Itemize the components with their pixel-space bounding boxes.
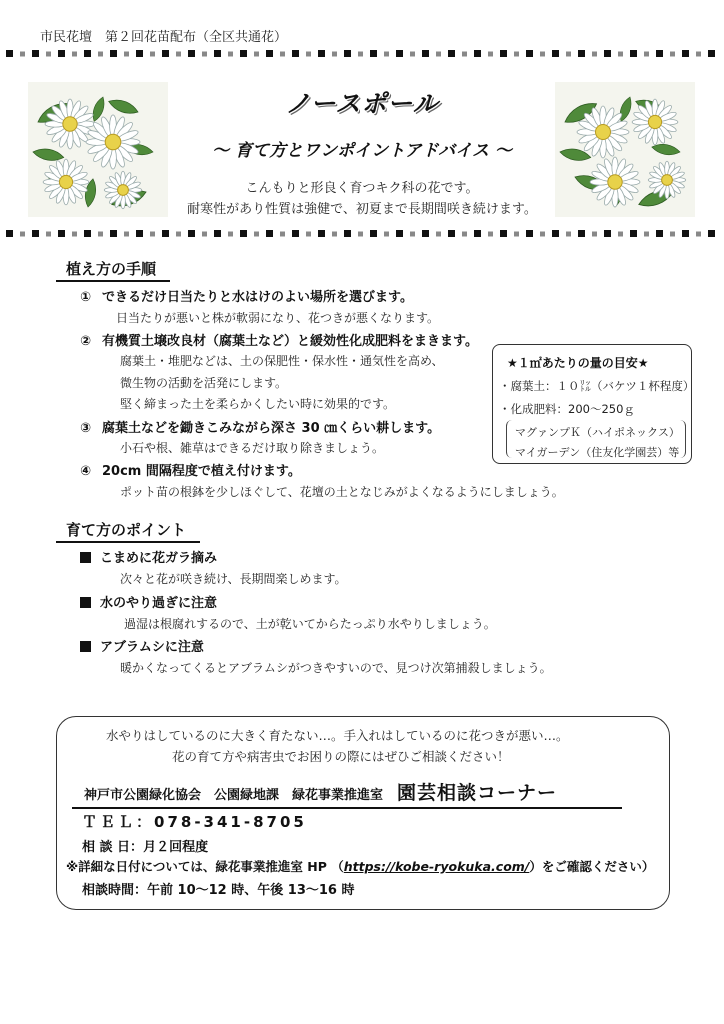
square-bullet-icon [80, 641, 91, 652]
planting-step-2 [80, 330, 478, 349]
brand-name: マイガーデン（住友化学園芸）等 [515, 446, 680, 459]
tel-label: ＴＥＬ： [82, 813, 155, 831]
organization-name: 神戸市公園緑化協会 公園緑地課 緑花事業推進室 [84, 788, 384, 803]
detail-line [66, 857, 654, 875]
page-subtitle: ～ 育て方とワンポイントアドバイス ～ [212, 141, 512, 161]
consult-line-1: 水やりはしているのに大きく育たない…。手入れはしているのに花つきが悪い…。 [106, 728, 569, 743]
planting-step-3 [80, 417, 440, 436]
guide-line: ・腐葉土：１０㍑（バケツ１杯程度） [499, 379, 695, 393]
point-title: 水のやり過ぎに注意 [100, 596, 218, 611]
detail-prefix: ※詳細な日付については、緑花事業推進室 HP （ [66, 859, 344, 874]
consult-line-2: 花の育て方や病害虫でお困りの際にはぜひご相談ください！ [172, 749, 510, 764]
step-number: ③ [80, 421, 92, 436]
step-number: ① [80, 290, 92, 305]
point-note: 暖かくなってくるとアブラムシがつきやすいので、見つけ次第捕殺しましょう。 [120, 661, 552, 675]
brand-name: マグァンプＫ（ハイポネックス） [515, 426, 680, 439]
planting-step-4 [80, 460, 301, 479]
amount-guide-box [492, 344, 695, 464]
intro-line-1: こんもりと形良く育つキク科の花です。 [245, 181, 479, 196]
hours-label: 相談時間： [82, 883, 148, 898]
hours-value: 午前 10～12 時、午後 13～16 時 [147, 883, 355, 898]
middle-dotted-border [6, 230, 718, 238]
top-dotted-border [6, 50, 718, 58]
point-note: 次々と花が咲き続け、長期間楽しめます。 [120, 572, 347, 586]
step-note: 微生物の活動を活発にします。 [120, 376, 288, 390]
step-note: 小石や根、雑草はできるだけ取り除きましょう。 [120, 441, 385, 455]
detail-suffix: ）をご確認ください） [529, 859, 655, 874]
care-heading: 育て方のポイント [56, 519, 200, 543]
guide-line: ・化成肥料：200～250ｇ [499, 402, 635, 416]
care-point-3 [80, 636, 204, 655]
square-bullet-icon [80, 597, 91, 608]
point-note: 過湿は根腐れするので、土が乾いてからたっぷり水やりしましょう。 [124, 617, 496, 631]
hours-line [82, 879, 354, 898]
corner-name: 園芸相談コーナー [397, 782, 558, 804]
step-note: ポット苗の根鉢を少しほぐして、花壇の土となじみがよくなるようにしましょう。 [120, 485, 564, 499]
step-note: 堅く締まった土を柔らかくしたい時に効果的です。 [120, 397, 396, 411]
step-note: 腐葉土・堆肥などは、土の保肥性・保水性・通気性を高め、 [120, 354, 444, 368]
step-text: できるだけ日当たりと水はけのよい場所を選びます。 [102, 290, 413, 305]
point-title: こまめに花ガラ摘み [100, 551, 218, 566]
intro-line-2: 耐寒性があり性質は強健で、初夏まで長期間咲き続けます。 [187, 202, 537, 217]
guide-title: ★１㎡あたりの量の目安★ [507, 356, 649, 370]
planting-step-1 [80, 286, 413, 305]
organization-line [72, 778, 622, 809]
step-number: ② [80, 334, 92, 349]
step-note: 日当たりが悪いと株が軟弱になり、花つきが悪くなります。 [116, 311, 440, 325]
header-label: 市民花壇 第２回花苗配布（全区共通花） [40, 30, 288, 45]
care-point-1 [80, 547, 217, 566]
day-value: 月２回程度 [143, 840, 209, 855]
tel-number: 078-341-8705 [154, 813, 307, 831]
planting-heading: 植え方の手順 [56, 258, 170, 282]
website-link[interactable]: https://kobe-ryokuka.com/ [343, 859, 530, 874]
step-number: ④ [80, 464, 92, 479]
step-text: 20cm 間隔程度で植え付けます。 [102, 464, 301, 479]
point-title: アブラムシに注意 [100, 640, 204, 655]
tel-line [82, 811, 307, 832]
consult-day-line [82, 836, 208, 855]
step-text: 腐葉土などを鋤きこみながら深さ 30 ㎝くらい耕します。 [102, 421, 441, 436]
step-text: 有機質土壌改良材（腐葉土など）と緩効性化成肥料をまきます。 [102, 334, 478, 349]
day-label: 相 談 日： [82, 840, 144, 855]
care-point-2 [80, 592, 217, 611]
square-bullet-icon [80, 552, 91, 563]
page-title: ノースポール [285, 89, 439, 118]
